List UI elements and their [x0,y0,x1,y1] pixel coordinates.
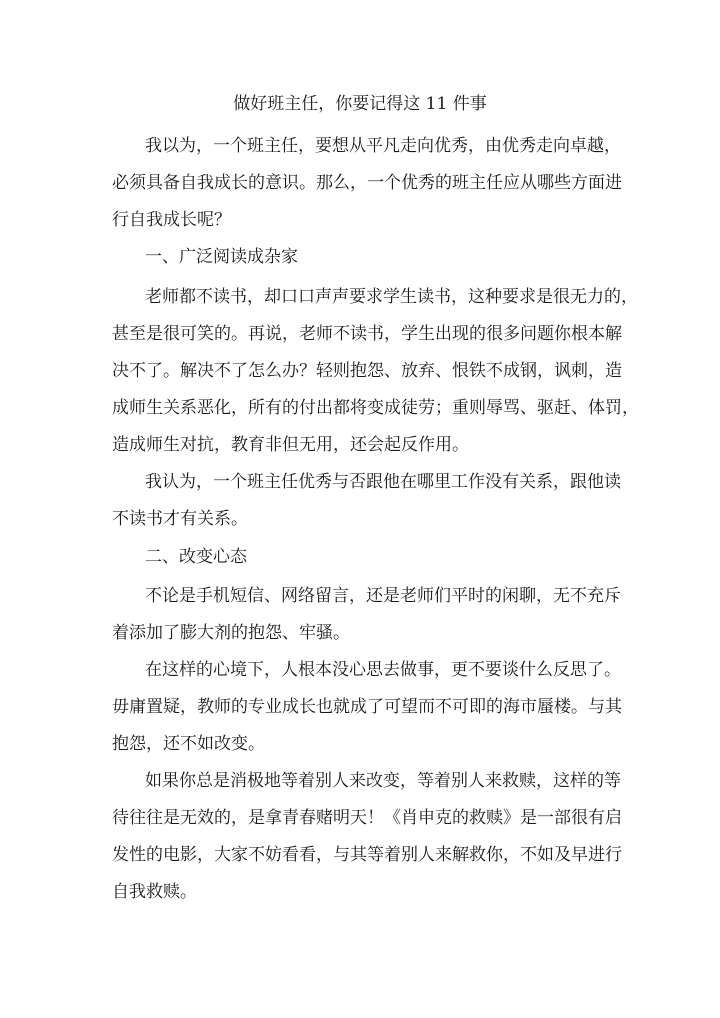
paragraph-line: 我认为，一个班主任优秀与否跟他在哪里工作没有关系，跟他读 [145,472,621,492]
paragraph-line: 必须具备自我成长的意识。那么，一个优秀的班主任应从哪些方面进 [112,173,622,193]
paragraph-line: 自我救赎。 [112,882,197,902]
intro-paragraph [112,128,622,239]
paragraph-line: 不读书才有关系。 [112,509,248,529]
paragraph-line: 老师都不读书，却口口声声要求学生读书，这种要求是很无力的， [145,287,638,307]
section2-paragraph-2 [112,652,622,763]
paragraph-line: 待往往是无效的，是拿青春赌明天！《肖申克的救赎》是一部很有启 [112,808,622,828]
paragraph-line: 毋庸置疑，教师的专业成长也就成了可望而不可即的海市蜃楼。与其 [112,697,622,717]
paragraph-line: 成师生关系恶化，所有的付出都将变成徒劳；重则辱骂、驱赶、体罚， [112,398,639,418]
section-heading-2: 二、改变心态 [145,547,247,567]
paragraph-line: 行自我成长呢？ [112,210,231,230]
section-heading-1: 一、广泛阅读成杂家 [145,247,298,267]
paragraph-line: 决不了。解决不了怎么办？轻则抱怨、放弃、恨铁不成钢，讽刺，造 [112,361,622,381]
paragraph-line: 抱怨，还不如改变。 [112,734,265,754]
document-title: 做好班主任，你要记得这 11 件事 [233,94,487,114]
section2-paragraph-1 [112,578,622,652]
section2-paragraph-3 [112,763,622,911]
paragraph-line: 不论是手机短信、网络留言，还是老师们平时的闲聊，无不充斥 [145,586,621,606]
section1-paragraph-1 [112,279,639,464]
paragraph-line: 着添加了膨大剂的抱怨、牢骚。 [112,623,350,643]
paragraph-line: 我以为，一个班主任，要想从平凡走向优秀，由优秀走向卓越， [145,136,621,156]
paragraph-line: 甚至是很可笑的。再说，老师不读书，学生出现的很多问题你根本解 [112,324,622,344]
paragraph-line: 发性的电影，大家不妨看看，与其等着别人来解救你，不如及早进行 [112,845,622,865]
section1-paragraph-2 [112,464,622,538]
paragraph-line: 造成师生对抗，教育非但无用，还会起反作用。 [112,435,469,455]
paragraph-line: 在这样的心境下，人根本没心思去做事，更不要谈什么反思了。 [145,660,621,680]
paragraph-line: 如果你总是消极地等着别人来改变，等着别人来救赎，这样的等 [145,771,621,791]
